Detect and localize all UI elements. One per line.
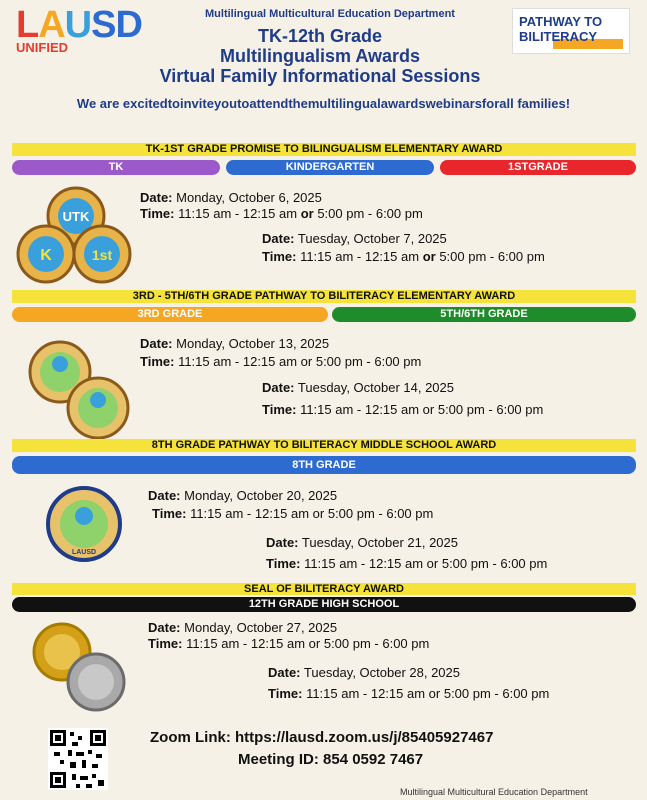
session-date: Date: Monday, October 13, 2025 xyxy=(140,336,330,351)
section-banner: 3RD - 5TH/6TH GRADE PATHWAY TO BILITERACY ELEMENTARY AWARD xyxy=(12,290,636,303)
page-title: TK-12th Grade Multilingualism Awards Virtual Family Informational Sessions xyxy=(159,26,481,86)
section-banner: TK-1ST GRADE PROMISE TO BILINGUALISM ELEMENTARY AWARD xyxy=(12,143,636,156)
grade-pill-kindergarten: KINDERGARTEN xyxy=(226,160,434,175)
session-time: Time: 11:15 am - 12:15 am or 5:00 pm - 6:00 pm xyxy=(268,686,550,701)
zoom-link[interactable]: Zoom Link: https://lausd.zoom.us/j/85405927467 xyxy=(150,729,494,746)
session-date: Date: Tuesday, October 21, 2025 xyxy=(266,535,459,550)
grade-pill-tk: TK xyxy=(12,160,220,175)
first-medal-label: 1st xyxy=(91,247,113,263)
session-time: Time: 11:15 am - 12:15 am or 5:00 pm - 6:00 pm xyxy=(262,402,544,417)
meeting-id: Meeting ID: 854 0592 7467 xyxy=(238,751,424,768)
qr-code[interactable] xyxy=(48,728,108,790)
session-time: Time: 11:15 am - 12:15 am or 5:00 pm - 6:00 pm xyxy=(152,506,434,521)
pathway-to-biliteracy-logo: PATHWAY TO BILITERACY xyxy=(512,8,630,54)
invite-text: We are excitedtoinviteyoutoattendthemultilingualawardswebinarsforall families! xyxy=(76,96,571,111)
session-time: Time: 11:15 am - 12:15 am or 5:00 pm - 6:00 pm xyxy=(266,556,548,571)
lausd-logo: LAUSD xyxy=(16,4,142,46)
middle-medal-label: LAUSD xyxy=(71,549,97,556)
utk-medal-label: UTK xyxy=(62,209,90,224)
session-date: Date: Tuesday, October 7, 2025 xyxy=(262,231,447,246)
session-date: Date: Tuesday, October 28, 2025 xyxy=(268,665,461,680)
tk-1st-medals xyxy=(14,186,134,286)
session-date: Date: Monday, October 6, 2025 xyxy=(140,190,322,205)
grade-pill-8th: 8TH GRADE xyxy=(12,456,636,474)
pathway-elementary-medals xyxy=(26,336,136,440)
section-banner: 8TH GRADE PATHWAY TO BILITERACY MIDDLE SCHOOL AWARD xyxy=(12,439,636,452)
section-banner: SEAL OF BILITERACY AWARD xyxy=(12,583,636,595)
session-time: Time: 11:15 am - 12:15 am or 5:00 pm - 6:00 pm xyxy=(148,636,430,651)
department-name: Multilingual Multicultural Education Department xyxy=(205,8,455,20)
lausd-logo-sub: UNIFIED xyxy=(16,40,68,55)
grade-pill-12th: 12TH GRADE HIGH SCHOOL xyxy=(12,597,636,612)
grade-pill-1stgrade: 1STGRADE xyxy=(440,160,636,175)
pathway-middle-medal xyxy=(44,484,124,564)
k-medal-label: K xyxy=(40,247,52,264)
session-date: Date: Monday, October 27, 2025 xyxy=(148,620,338,635)
session-time: Time: 11:15 am - 12:15 am or 5:00 pm - 6:00 pm xyxy=(140,354,422,369)
session-time: Time: 11:15 am - 12:15 am or 5:00 pm - 6:00 pm xyxy=(140,206,423,221)
grade-pill-3rd: 3RD GRADE xyxy=(12,307,328,322)
seal-of-biliteracy-medals xyxy=(30,620,140,720)
session-date: Date: Tuesday, October 14, 2025 xyxy=(262,380,455,395)
grade-pill-5th-6th: 5TH/6TH GRADE xyxy=(332,307,636,322)
session-date: Date: Monday, October 20, 2025 xyxy=(148,488,338,503)
footer-department: Multilingual Multicultural Education Department xyxy=(400,787,588,797)
session-time: Time: 11:15 am - 12:15 am or 5:00 pm - 6:00 pm xyxy=(262,249,545,264)
